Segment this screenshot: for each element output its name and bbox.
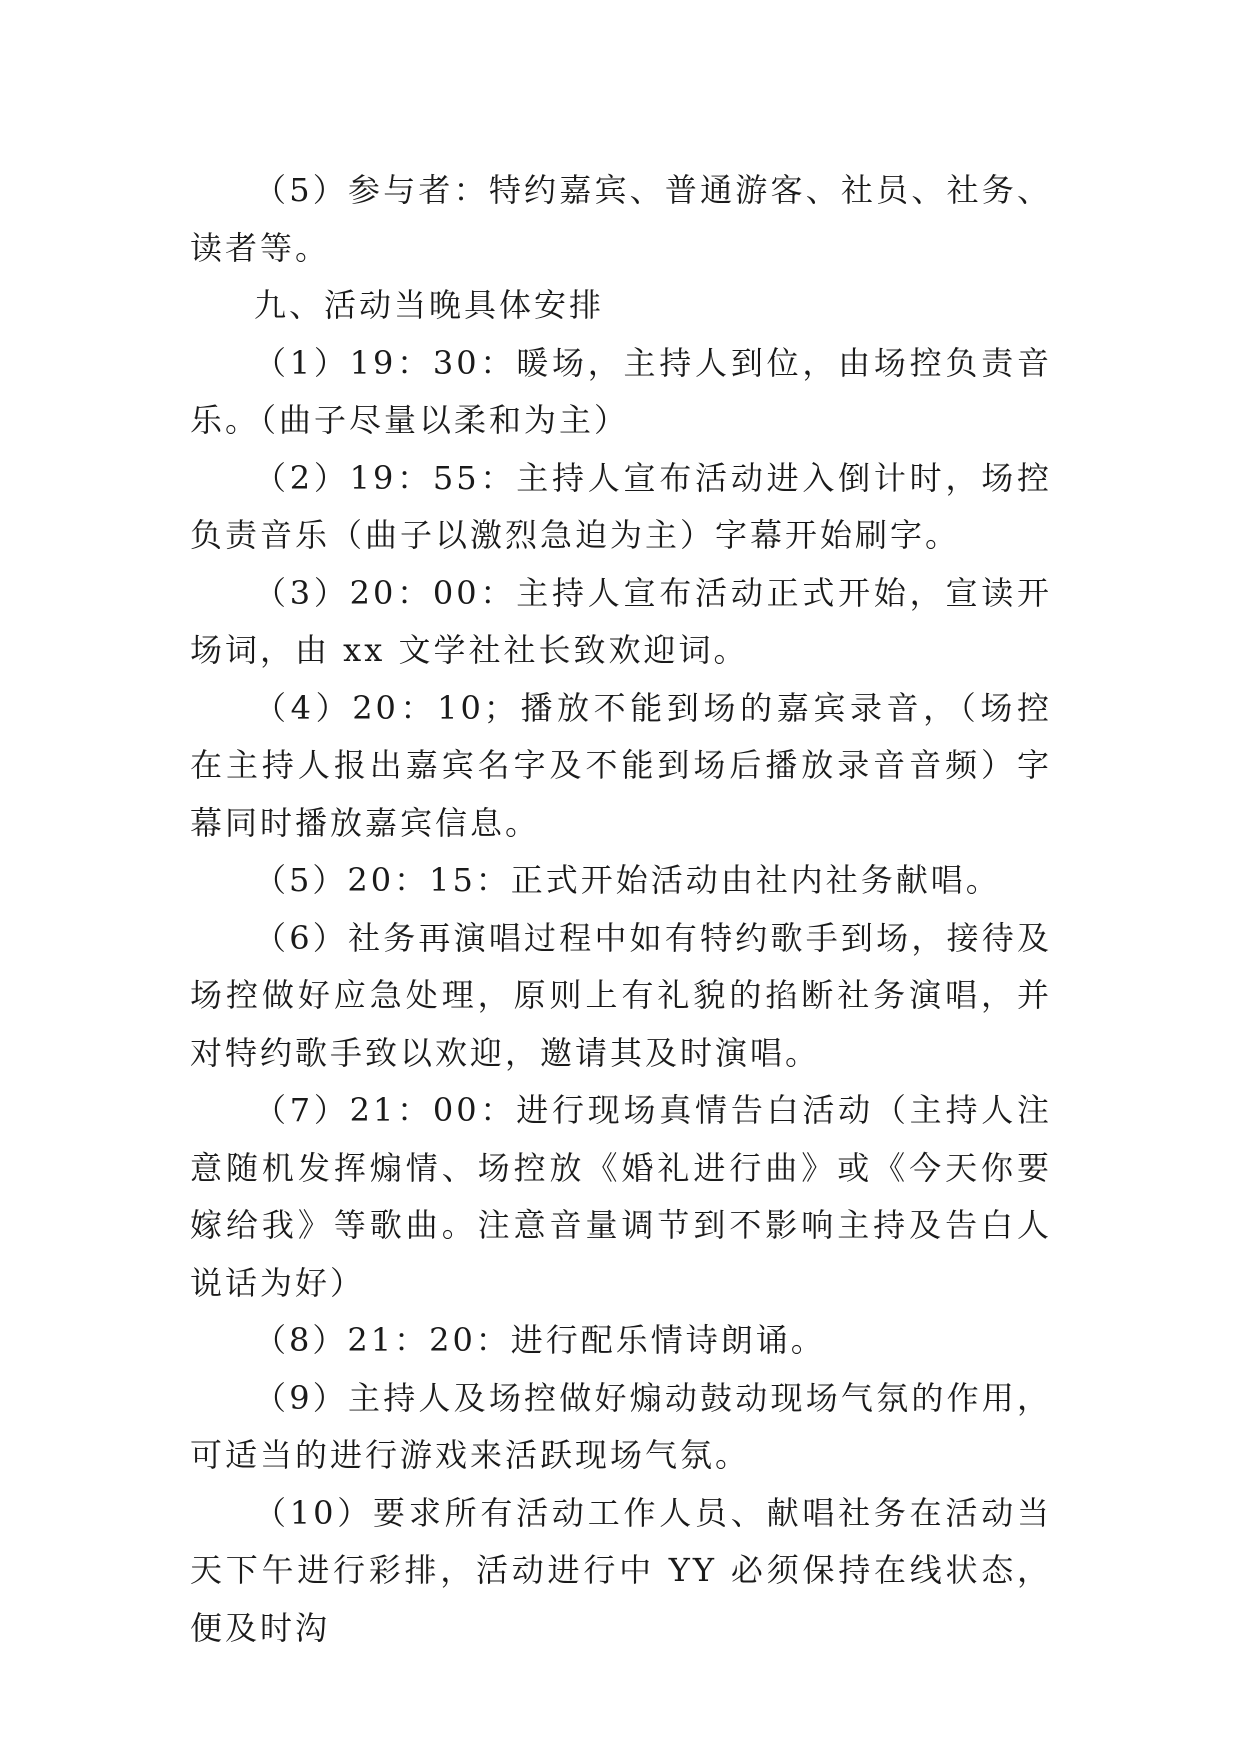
paragraph-item-9: （9）主持人及场控做好煽动鼓动现场气氛的作用，可适当的进行游戏来活跃现场气氛。 [190, 1378, 1052, 1474]
document-body [190, 162, 1052, 1657]
paragraph-item-1: （1）19：30：暖场，主持人到位，由场控负责音乐。（曲子尽量以柔和为主） [190, 343, 1052, 439]
paragraph-item-3: （3）20：00：主持人宣布活动正式开始，宣读开场词，由 xx 文学社社长致欢迎词。 [190, 573, 1052, 669]
paragraph-item-4: （4）20：10；播放不能到场的嘉宾录音，（场控在主持人报出嘉宾名字及不能到场后播放录音音频）字幕同时播放嘉宾信息。 [190, 688, 1052, 842]
paragraph-item-10: （10）要求所有活动工作人员、献唱社务在活动当天下午进行彩排，活动进行中 YY 必须保持在线状态，便及时沟 [190, 1493, 1052, 1647]
section-heading-nine: 九、活动当晚具体安排 [254, 286, 605, 324]
paragraph-participants: （5）参与者：特约嘉宾、普通游客、社员、社务、读者等。 [190, 171, 1052, 267]
paragraph-item-5: （5）20：15：正式开始活动由社内社务献唱。 [254, 861, 1001, 899]
paragraph-item-7: （7）21：00：进行现场真情告白活动（主持人注意随机发挥煽情、场控放《婚礼进行曲》或《今天你要嫁给我》等歌曲。注意音量调节到不影响主持及告白人说话为好） [190, 1091, 1052, 1302]
paragraph-item-2: （2）19：55：主持人宣布活动进入倒计时，场控负责音乐（曲子以激烈急迫为主）字幕开始刷字。 [190, 458, 1052, 554]
paragraph-item-6: （6）社务再演唱过程中如有特约歌手到场，接待及场控做好应急处理，原则上有礼貌的掐断社务演唱，并对特约歌手致以欢迎，邀请其及时演唱。 [190, 918, 1052, 1072]
paragraph-item-8: （8）21：20：进行配乐情诗朗诵。 [254, 1321, 826, 1359]
